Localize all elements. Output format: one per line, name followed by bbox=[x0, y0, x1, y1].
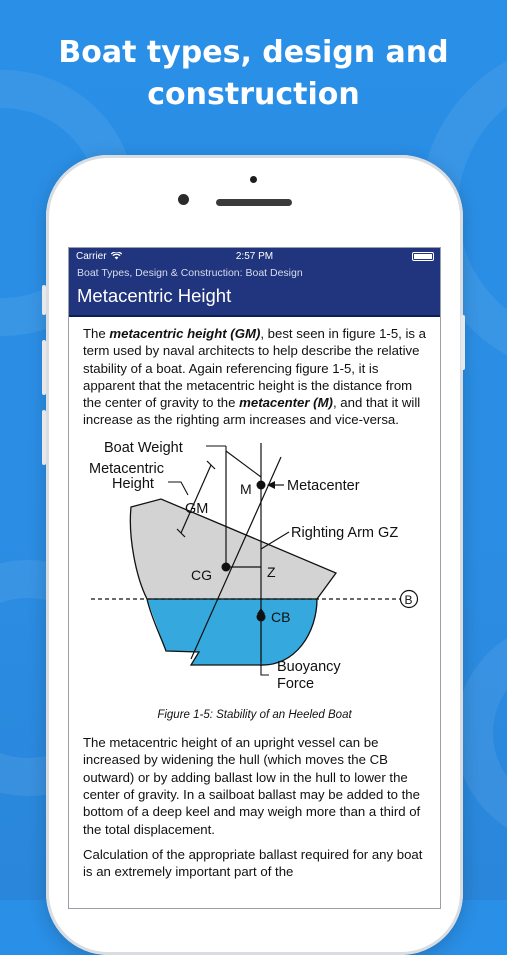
label-buoyancy-1: Buoyancy bbox=[277, 658, 341, 675]
label-gm: GM bbox=[185, 500, 209, 517]
stability-figure bbox=[81, 437, 424, 707]
page-title: Metacentric Height bbox=[69, 281, 440, 317]
phone-speaker bbox=[216, 199, 292, 206]
label-boat-weight: Boat Weight bbox=[104, 439, 183, 456]
label-buoyancy-2: Force bbox=[277, 675, 315, 692]
promo-headline-line1: Boat types, design and bbox=[58, 35, 449, 70]
phone-camera bbox=[178, 194, 189, 205]
metacenter-point bbox=[257, 480, 266, 489]
label-cg: CG bbox=[191, 566, 212, 583]
heeled-boat-diagram bbox=[81, 437, 424, 707]
phone-sensor bbox=[250, 176, 257, 183]
breadcrumb[interactable]: Boat Types, Design & Construction: Boat Design bbox=[69, 265, 440, 281]
term-metacenter: metacenter (M) bbox=[239, 395, 333, 411]
paragraph-text: , best seen in figure 1-5, is a term used by naval architects to help describe the relative stability of a boat. Again referencing figure 1-5, it is apparent that the metacentric height is the distance from the center of gravity to the bbox=[83, 326, 427, 411]
label-cb: CB bbox=[271, 608, 291, 625]
label-m: M bbox=[240, 480, 252, 497]
status-bar bbox=[69, 248, 440, 265]
label-b: B bbox=[404, 592, 413, 607]
label-z: Z bbox=[267, 563, 276, 580]
cg-point bbox=[222, 562, 231, 571]
carrier-text: Carrier bbox=[76, 251, 107, 262]
promo-headline-line2: construction bbox=[147, 77, 360, 112]
status-time: 2:57 PM bbox=[235, 251, 274, 262]
app-screen bbox=[68, 247, 441, 909]
hull-shape bbox=[130, 499, 336, 599]
battery-icon bbox=[412, 252, 434, 261]
paragraph-1 bbox=[83, 325, 426, 429]
phone-volume-down-button bbox=[42, 410, 46, 465]
paragraph-3: Calculation of the appropriate ballast required for any boat is an extremely important part of the bbox=[83, 846, 423, 880]
phone-volume-up-button bbox=[42, 340, 46, 395]
paragraph-text: The bbox=[83, 326, 110, 341]
paragraph-text: , and that it will increase as the righting arm increases and vice-versa. bbox=[83, 395, 421, 428]
article-content[interactable] bbox=[69, 317, 440, 880]
label-metacenter: Metacenter bbox=[287, 477, 360, 494]
label-metacentric-height-2: Height bbox=[112, 475, 154, 492]
label-righting-arm: Righting Arm GZ bbox=[291, 524, 399, 541]
figure-caption: Figure 1-5: Stability of an Heeled Boat bbox=[157, 708, 352, 721]
term-metacentric-height: metacentric height (GM) bbox=[109, 326, 261, 341]
promo-headline bbox=[0, 32, 507, 116]
label-metacentric-height-1: Metacentric bbox=[89, 460, 164, 477]
phone-side-button bbox=[42, 285, 46, 315]
paragraph-2: The metacentric height of an upright vessel can be increased by widening the hull (which moves the CB outward) or by adding ballast low in the hull to lower the center of gravity. In a sailboat ballast may be added to the bottom of a deep keel and may weigh more than a third of the total displacement. bbox=[83, 735, 421, 837]
phone-power-button bbox=[461, 315, 465, 370]
